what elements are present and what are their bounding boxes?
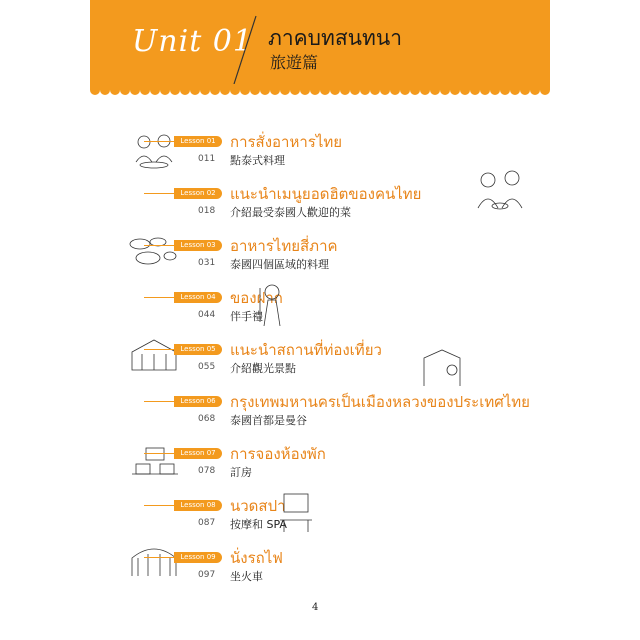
lesson-badge: Lesson 01	[174, 136, 222, 147]
lesson-title-chinese: 伴手禮	[230, 310, 263, 323]
unit-label: Unit 01	[132, 24, 253, 59]
lesson-entry[interactable]	[90, 546, 550, 590]
lesson-title-thai: อาหารไทยสี่ภาค	[230, 237, 338, 255]
lesson-title-thai: แนะนำเมนูยอดฮิตของคนไทย	[230, 185, 422, 203]
couple-dining-illustration	[132, 132, 180, 170]
lesson-entry[interactable]	[90, 494, 550, 538]
friends-eating-illustration	[470, 168, 532, 214]
badge-connector	[144, 505, 174, 506]
lesson-page-number: 055	[198, 362, 216, 372]
lesson-entry[interactable]	[90, 390, 550, 434]
badge-connector	[144, 245, 174, 246]
food-dishes-illustration	[128, 232, 178, 268]
lesson-entry[interactable]	[90, 286, 550, 330]
lesson-page-number: 087	[198, 518, 216, 528]
badge-connector	[144, 349, 174, 350]
lesson-page-number: 031	[198, 258, 216, 268]
spa-massage-illustration	[276, 490, 316, 534]
lesson-badge: Lesson 09	[174, 552, 222, 563]
badge-connector	[144, 297, 174, 298]
header-scallop-edge	[90, 84, 550, 96]
lesson-title-thai: แนะนำสถานที่ท่องเที่ยว	[230, 341, 382, 359]
girl-with-umbrella-illustration	[254, 282, 286, 328]
unit-title-chinese: 旅遊篇	[270, 53, 319, 72]
lesson-title-thai: กรุงเทพมหานครเป็นเมืองหลวงของประเทศไทย	[230, 393, 530, 411]
lesson-page-number: 018	[198, 206, 216, 216]
page-folio: 4	[312, 602, 319, 613]
lesson-title-thai: นวดสปา	[230, 497, 286, 515]
lesson-badge: Lesson 07	[174, 448, 222, 459]
badge-connector	[144, 401, 174, 402]
tourist-illustration	[420, 348, 466, 388]
lesson-title-thai: ของฝาก	[230, 289, 283, 307]
lesson-title-chinese: 訂房	[230, 466, 252, 479]
lesson-title-thai: การสั่งอาหารไทย	[230, 133, 343, 151]
lesson-entry[interactable]	[90, 338, 550, 382]
lesson-page-number: 044	[198, 310, 216, 320]
lesson-title-chinese: 介紹觀光景點	[230, 362, 296, 375]
badge-connector	[144, 453, 174, 454]
hotel-room-illustration	[130, 446, 180, 476]
unit-header	[90, 0, 550, 90]
lesson-title-thai: การจองห้องพัก	[230, 445, 326, 463]
lesson-title-thai: นั่งรถไฟ	[230, 549, 283, 567]
divider-slash	[230, 14, 260, 86]
temple-illustration	[128, 338, 180, 372]
lesson-page-number: 078	[198, 466, 216, 476]
lesson-badge: Lesson 04	[174, 292, 222, 303]
lesson-badge: Lesson 06	[174, 396, 222, 407]
lesson-page-number: 011	[198, 154, 216, 164]
lesson-badge: Lesson 05	[174, 344, 222, 355]
lesson-title-chinese: 泰國四個區域的料理	[230, 258, 329, 271]
lesson-badge: Lesson 08	[174, 500, 222, 511]
lesson-badge: Lesson 02	[174, 188, 222, 199]
badge-connector	[144, 141, 174, 142]
lesson-badge: Lesson 03	[174, 240, 222, 251]
badge-connector	[144, 193, 174, 194]
badge-connector	[144, 557, 174, 558]
lesson-page-number: 097	[198, 570, 216, 580]
lesson-entry[interactable]	[90, 234, 550, 278]
lesson-entry[interactable]	[90, 442, 550, 486]
train-station-illustration	[128, 544, 180, 578]
lesson-title-chinese: 泰國首都是曼谷	[230, 414, 307, 427]
lesson-title-chinese: 介紹最受泰國人歡迎的菜	[230, 206, 351, 219]
lesson-page-number: 068	[198, 414, 216, 424]
lesson-title-chinese: 坐火車	[230, 570, 263, 583]
lesson-entry[interactable]	[90, 182, 550, 226]
book-page	[90, 0, 550, 640]
unit-title-thai: ภาคบทสนทนา	[268, 26, 403, 50]
lesson-title-chinese: 點泰式料理	[230, 154, 285, 167]
lesson-title-chinese: 按摩和 SPA	[230, 518, 287, 531]
